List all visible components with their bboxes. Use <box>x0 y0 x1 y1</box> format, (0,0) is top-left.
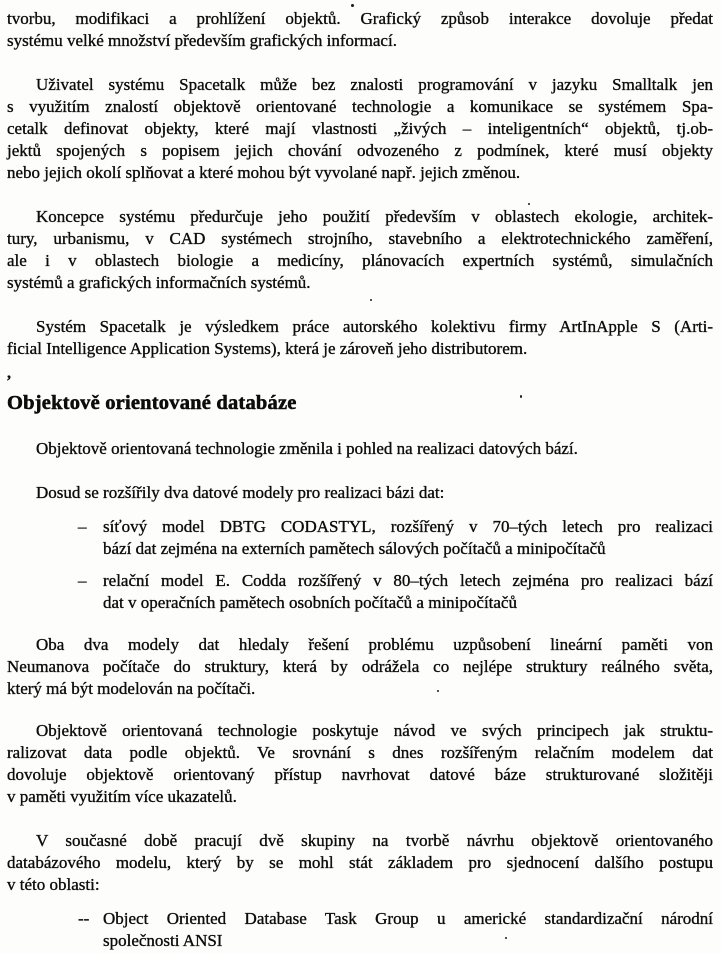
bullet-item <box>7 516 713 560</box>
text-line: databázového modelu, který by se mohl stát základem pro sjednocení dalšího postupu <box>7 853 713 872</box>
text-line: který má být modelován na počítači. <box>7 679 256 698</box>
text-line: cetalk definovat objekty, které mají vlastnosti „živých – inteligentních“ objektů, tj.ob- <box>7 119 713 138</box>
bullet-dash-icon: – <box>78 571 87 590</box>
paragraph <box>7 74 713 184</box>
paragraph <box>7 482 713 504</box>
text-line: Objektově orientovaná technologie poskytuje návod ve svých principech jak struktu- <box>36 721 713 740</box>
text-line: s využitím znalostí objektově orientované technologie a komunikace se systémem Spa- <box>7 97 713 116</box>
text-line: ficial Intelligence Application Systems), která je zároveň jeho distributorem. <box>7 339 528 358</box>
paragraph <box>7 634 713 700</box>
text-line: dovoluje objektově orientovaný přístup navrhovat datové báze strukturované složitěji <box>7 765 713 784</box>
text-line: Dosud se rozšířily dva datové modely pro realizaci bázi dat: <box>36 483 445 502</box>
scan-speck <box>370 299 372 301</box>
text-line: v této oblasti: <box>7 875 100 894</box>
bullet-dash-icon: -- <box>78 909 90 928</box>
text-line: Neumanova počítače do struktury, která by odrážela co nejlépe struktury reálného světa, <box>7 657 713 676</box>
text-line: Objektově orientovaná technologie změnila i pohled na realizaci datových bází. <box>36 439 578 458</box>
scan-speck <box>351 4 354 7</box>
text-line: tvorbu, modifikaci a prohlížení objektů. Grafický způsob interakce dovoluje předat <box>7 9 713 28</box>
text-line: bází dat zejména na externích pamětech sálových počítačů a minipočítačů <box>103 539 606 558</box>
text-line: Koncepce systému předurčuje jeho použití především v oblastech ekologie, architek- <box>36 207 713 226</box>
stray-scan-mark: , <box>7 365 11 382</box>
text-line: V současné době pracují dvě skupiny na tvorbě návrhu objektově orientovaného <box>36 831 713 850</box>
paragraph <box>7 8 713 52</box>
text-line: v paměti využitím více ukazatelů. <box>7 787 237 806</box>
text-line: jektů spojených s popisem jejich chování odvozeného z podmínek, které musí objekty <box>7 141 713 160</box>
text-line: relační model E. Codda rozšířený v 80–tých letech zejména pro realizaci bází <box>103 571 713 590</box>
scan-speck <box>528 203 530 205</box>
scan-speck <box>505 937 507 939</box>
bullet-item <box>7 908 713 952</box>
bullet-item <box>7 570 713 614</box>
paragraph <box>7 830 713 896</box>
paragraph <box>7 720 713 808</box>
text-line: společnosti ANSI <box>103 931 223 950</box>
text-line: Systém Spacetalk je výsledkem práce autorského kolektivu firmy ArtInApple S (Arti- <box>36 317 713 336</box>
text-line: ale i v oblastech biologie a medicíny, plánovacích expertních systémů, simulačních <box>7 251 713 270</box>
text-line: Uživatel systému Spacetalk může bez znalosti programování v jazyku Smalltalk jen <box>36 75 713 94</box>
text-line: dat v operačních pamětech osobních počítačů a minipočítačů <box>103 593 517 612</box>
text-line: systému velké množství především grafických informací. <box>7 31 397 50</box>
text-line: nebo jejich okolí splňovat a které mohou být vyvolané např. jejich změnou. <box>7 163 521 182</box>
section-heading: Objektově orientované databáze <box>7 392 297 414</box>
text-line: síťový model DBTG CODASTYL, rozšířený v 70–tých letech pro realizaci <box>103 517 713 536</box>
scan-speck <box>437 690 439 692</box>
text-line: tury, urbanismu, v CAD systémech strojního, stavebního a elektrotechnického zaměření, <box>7 229 713 248</box>
paragraph <box>7 206 713 294</box>
scan-speck <box>520 395 522 398</box>
text-line: systémů a grafických informačních systémů. <box>7 273 311 292</box>
text-line: Object Oriented Database Task Group u americké standardizační národní <box>103 909 713 928</box>
text-line: Oba dva modely dat hledaly řešení problému uzpůsobení lineární paměti von <box>36 635 713 654</box>
text-line: ralizovat data podle objektů. Ve srovnání s dnes rozšířeným relačním modelem dat <box>7 743 713 762</box>
paragraph <box>7 316 713 360</box>
paragraph <box>7 438 713 460</box>
bullet-dash-icon: – <box>78 517 87 536</box>
